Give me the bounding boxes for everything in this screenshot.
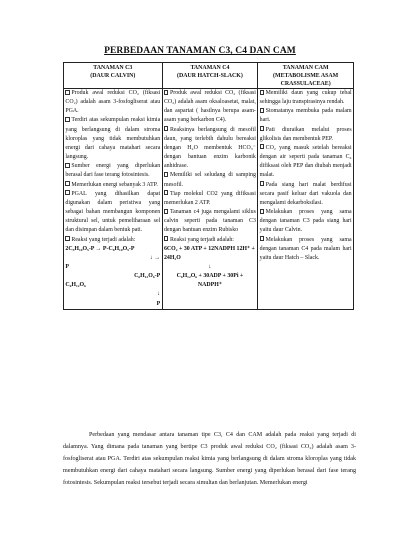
header-c3-line1: TANAMAN C3	[93, 64, 133, 71]
list-item: CO₂ yang masuk setelah bereaksi dengan air seperti pada tanaman C₄ difiksasi oleh PEP dan diubah menjadi malat.	[259, 144, 352, 179]
checkbox-icon	[260, 108, 265, 113]
checkbox-icon	[260, 126, 265, 131]
checkbox-icon	[164, 90, 169, 95]
header-c3	[64, 63, 163, 89]
checkbox-icon	[65, 90, 70, 95]
checkbox-icon	[260, 144, 265, 149]
list-item: Produk awal reduksi CO₂ (fiksasi CO₂) adalah asam oksaloasetat, malat, dan aspartat ( hasilnya berupa asam-asam yang berkarbon C4).	[163, 90, 256, 124]
header-c4	[162, 63, 258, 89]
list-item: Pada siang hari malat berdifusi secara pasif keluar dari vakuola dan mengalami dekarboksilasi.	[259, 181, 352, 206]
checkbox-icon	[65, 163, 70, 168]
table-body-row	[64, 89, 354, 310]
list-item: Tiap molekul CO2 yang difiksasi memerlukan 2 ATP.	[163, 190, 256, 206]
formula-line: 6CO₂ + 30 ATP + 12NADPH 12H⁺ + 24H₂O	[163, 245, 255, 261]
header-cam-line2: (METABOLISME ASAM CRASSULACEAE)	[273, 72, 339, 87]
list-item: Produk awal reduksi CO₂ (fiksasi CO₂) adalah asam 3-fosfogliserat atau PGA.	[65, 90, 161, 115]
checkbox-icon	[260, 90, 265, 95]
checkbox-icon	[260, 236, 265, 241]
checkbox-icon	[260, 209, 265, 214]
formula-arrow: ↓ →	[149, 254, 161, 261]
formula-line: C₆H₁₂O₆	[65, 282, 86, 289]
list-item: Stomatanya membuka pada malam hari.	[259, 108, 352, 124]
formula-line: C₆H₁₂O₆ + 30ADP + 30Pi + NADPH⁺	[176, 273, 244, 289]
checkbox-icon	[164, 172, 169, 177]
formula-arrow: ↓	[208, 263, 212, 270]
header-c4-line2: (DAUR HATCH-SLACK)	[177, 72, 243, 79]
checkbox-icon	[65, 236, 70, 241]
list-item: Memiliki sel seludang di samping mesofil.	[163, 172, 256, 188]
comparison-table	[63, 62, 354, 310]
body-paragraph	[63, 429, 356, 489]
cell-c3	[64, 89, 163, 310]
formula-line: P	[65, 263, 69, 270]
checkbox-icon	[65, 190, 70, 195]
header-cam-line1: TANAMAN CAM	[282, 64, 329, 71]
paragraph-text: Perbedaan yang mendasar antara tanaman tipe C3, C4 dan CAM adalah pada reaksi yang terjadi di dalamnya. Yang dimana pada tanaman yang bertipe C3 produk awal reduksi CO₂ (fiksasi CO₂) adalah asam 3-fosfogliserat atau PGA. Terdiri atas sekumpulan reaksi kimia yang berlangsung di dalam stroma kloroplas yang tidak membutuhkan energi dari cahaya matahari secara langsung. Sumber energi yang diperlukan berasal dari fase terang fotosintesis. Sekumpulan reaksi tersebut terjadi secara simultan dan berlanjutan. Memerlukan energi	[63, 432, 356, 486]
list-item: Terdiri atas sekumpulan reaksi kimia yang berlangsung di dalam stroma kloroplas yang tidak membutuhkan energi dari cahaya matahari secara langsung.	[65, 117, 161, 161]
list-item: Pati diuraikan melalui proses glikolisis dan membentuk PEP.	[259, 126, 352, 142]
list-item: Reaksinya berlangsung di mesofil daun, yang terlebih dahulu bereaksi dengan H₂O membentuk HCO₃⁻ dengan bantuan enzim karbonik anhidrase.	[163, 126, 256, 170]
checkbox-icon	[260, 181, 265, 186]
list-item: Memiliki daun yang cukup tebal sehingga laju transpirasinya rendah.	[259, 90, 352, 106]
header-c3-line2: (DAUR CALVIN)	[90, 72, 136, 79]
checkbox-icon	[65, 117, 70, 122]
formula-line: C₆H₁₂O₆-P	[134, 273, 161, 280]
list-item: Tanaman c4 juga mengalami siklus calvin seperti pada tanaman C3 dengan bantuan enzim Rubisko	[163, 209, 256, 234]
header-cam	[258, 63, 354, 89]
formula-arrow: ↓	[157, 291, 161, 298]
table-header-row	[64, 63, 354, 89]
list-item: Reaksi yang terjadi adalah:	[65, 236, 160, 245]
document-title: PERBEDAAN TANAMAN C3, C4 DAN CAM	[104, 46, 296, 56]
list-item: PGAL yang dihasilkan dapat digunakan dalam peristiwa yang sebagai bahan membangun komponen struktural sel, untuk pemeliharaan sel dan disimpan dalam bentuk pati.	[65, 190, 161, 234]
checkbox-icon	[164, 236, 169, 241]
list-item: Memerlukan energi sebanyak 3 ATP.	[65, 181, 160, 190]
header-c4-line1: TANAMAN C4	[190, 64, 230, 71]
list-item: Sumber energi yang diperlukan berasal dari fase terang fotosintesis.	[65, 163, 161, 179]
list-item: Melakukan proses yang sama dengan tanaman C4 pada malam hari yaitu daur Hatch – Slack.	[259, 236, 352, 261]
list-item: Melakukan proses yang sama dengan tanaman C3 pada siang hari yaitu daur Calvin.	[259, 209, 352, 234]
checkbox-icon	[164, 209, 169, 214]
checkbox-icon	[164, 126, 169, 131]
cell-cam	[258, 89, 354, 310]
checkbox-icon	[164, 190, 169, 195]
list-item: Reaksi yang terjadi adalah:	[164, 236, 256, 245]
cell-c4	[162, 89, 258, 310]
formula-line: P	[156, 300, 161, 307]
formula-line: 2C₅H₁₀O₅-P → P-C₆H₁₀O₅-P	[65, 245, 135, 252]
checkbox-icon	[65, 181, 70, 186]
